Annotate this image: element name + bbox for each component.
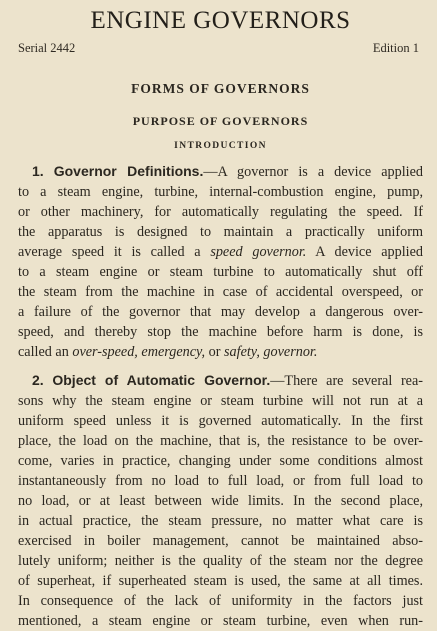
line-text: A device applied <box>306 244 423 260</box>
paragraph-line: the apparatus is designed to maintain a practically uniform <box>18 224 423 240</box>
heading-forms-of-governors: FORMS OF GOVERNORS <box>131 81 310 96</box>
paragraph-line <box>18 342 423 362</box>
section-governor-definitions <box>18 161 423 362</box>
section-number: 1. <box>32 163 44 179</box>
paragraph-line: place, the load on the machine, that is, the resistance to be over- <box>18 433 423 449</box>
paragraph-line: sons why the steam engine or steam turbine will not run at a <box>18 393 423 409</box>
heading-purpose-of-governors: PURPOSE OF GOVERNORS <box>132 114 309 128</box>
line-text: —A governor is a device applied <box>203 164 423 180</box>
paragraph-line: mentioned, a steam engine or steam turbine, even when run- <box>18 613 423 629</box>
section-object-of-automatic-governor <box>18 370 423 631</box>
paragraph-line: a failure of the governor that may develop a dangerous over- <box>18 304 423 320</box>
paragraph-line: In consequence of the lack of uniformity in the factors just <box>18 593 423 609</box>
section-heading: Object of Automatic Governor. <box>52 372 271 388</box>
line-text: —There are several rea- <box>270 373 423 389</box>
paragraph-line: the steam from the machine in case of accidental overspeed, or <box>18 284 423 300</box>
paragraph-line: to a steam engine, turbine, internal-combustion engine, pump, <box>18 184 423 200</box>
paragraph-line: uniform speed unless it is governed automatically. In the first <box>18 413 423 429</box>
page-title: ENGINE GOVERNORS <box>90 7 351 34</box>
paragraph-line <box>18 161 423 182</box>
paragraph-line <box>18 242 423 262</box>
paragraph-line: of superheat, if superheated steam is used, the same at all times. <box>18 573 423 589</box>
line-text: or <box>205 344 225 360</box>
serial-edition-row <box>18 40 423 56</box>
paragraph-line: exercised in boiler management, cannot be maintained abso- <box>18 533 423 549</box>
paragraph-line: instantaneously from no load to full load, or from full load to <box>18 473 423 489</box>
paragraph-line: no load, or at least between wide limits. In the second place, <box>18 493 423 509</box>
paragraph-line: come, varies in practice, changing under some conditions almost <box>18 453 423 469</box>
paragraph-line: lutely uniform; neither is the quality of the steam nor the degree <box>18 553 423 569</box>
section-number: 2. <box>32 372 44 388</box>
paragraph-line: or other machinery, for automatically regulating the speed. If <box>18 204 423 220</box>
paragraph-line: speed, and thereby stop the machine before harm is done, is <box>18 324 423 340</box>
edition-number: Edition 1 <box>372 41 419 55</box>
paragraph-line: in actual practice, the steam pressure, no matter what care is <box>18 513 423 529</box>
heading-introduction: INTRODUCTION <box>174 141 267 151</box>
term-safety-governor: safety, governor. <box>224 344 318 360</box>
serial-number: Serial 2442 <box>18 41 76 55</box>
term-speed-governor: speed governor. <box>210 244 307 260</box>
paragraph-line <box>18 370 423 391</box>
paragraph-line: to a steam engine or steam turbine to automatically shut off <box>18 264 423 280</box>
section-heading: Governor Definitions. <box>53 163 204 179</box>
term-overspeed-emergency: over-speed, emergency, <box>72 344 206 360</box>
line-text: average speed it is called a <box>18 244 211 260</box>
line-text: called an <box>18 344 73 360</box>
